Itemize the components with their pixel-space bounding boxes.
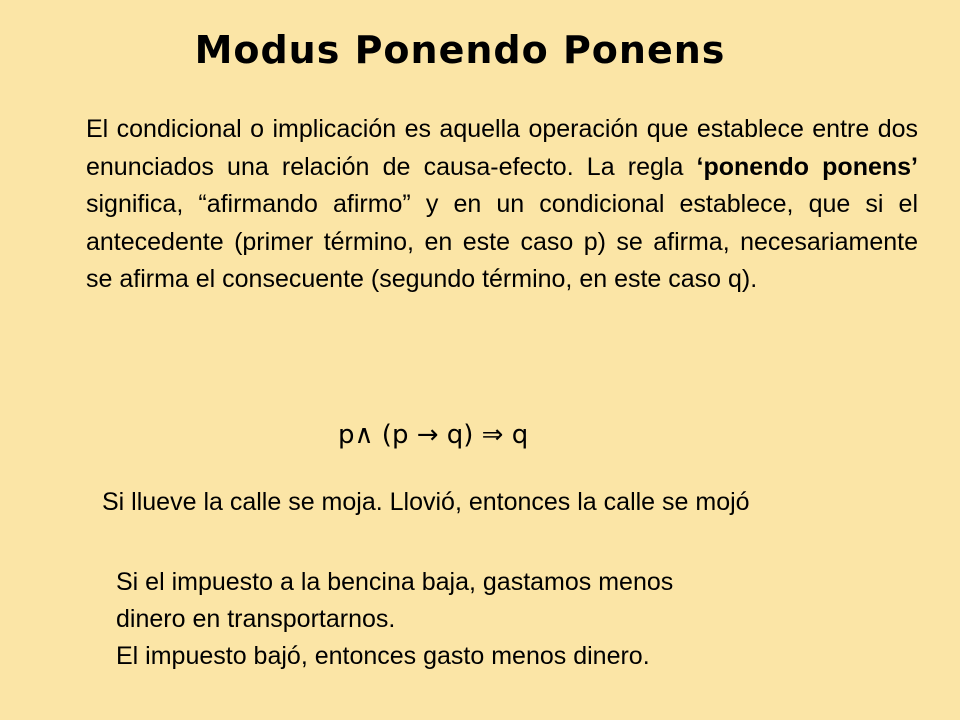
example-tax — [116, 564, 876, 675]
example-tax-line-3: El impuesto bajó, entonces gasto menos dinero. — [116, 642, 650, 670]
example-tax-line-1: Si el impuesto a la bencina baja, gastamos menos — [116, 568, 674, 596]
definition-paragraph — [86, 111, 918, 299]
slide-title: Modus Ponendo Ponens — [194, 28, 726, 72]
paragraph-text-start: El condicional o implicación es aquella operación que establece entre dos enunciados una relación de causa-efecto. La regla — [86, 115, 918, 181]
rule-name-bold: ‘ponendo ponens’ — [696, 152, 918, 181]
example-tax-line-2: dinero en transportarnos. — [116, 605, 396, 633]
logic-formula: p∧ (p → q) ⇒ q — [338, 420, 529, 450]
paragraph-text-end: significa, “afirmando afirmo” y en un condicional establece, que si el antecedente (primer término, en este caso p) se afirma, necesariamente se afirma el consecuente (segundo término, en este caso q). — [86, 190, 918, 293]
example-rain: Si llueve la calle se moja. Llovió, entonces la calle se mojó — [102, 488, 750, 516]
